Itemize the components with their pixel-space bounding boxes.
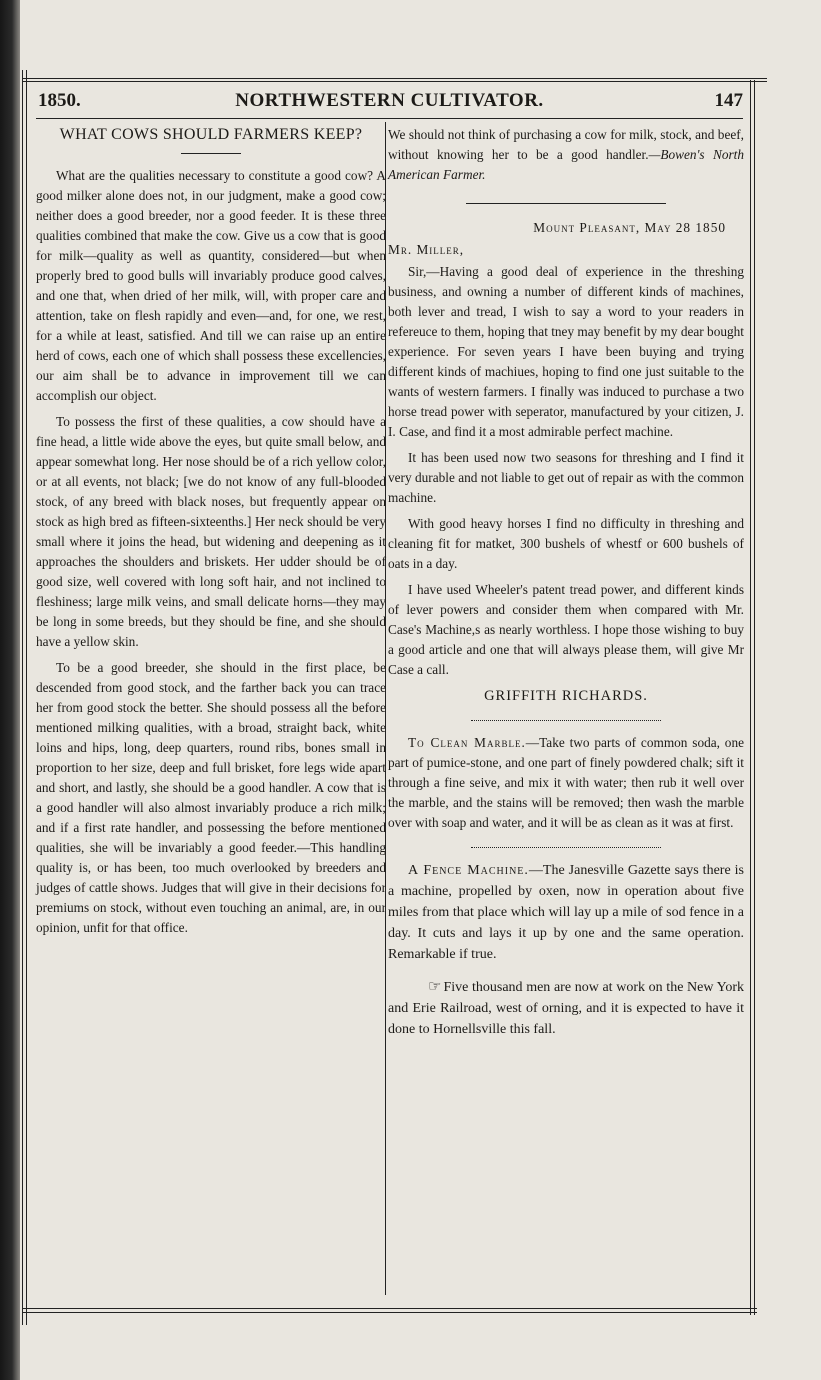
left-column (36, 125, 386, 944)
top-rule (22, 78, 767, 79)
article-attribution: —Bowen's North American Farmer. (388, 147, 744, 182)
letter-paragraph: With good heavy horses I find no difficulty in threshing and cleaning fit for matket, 300 bushels of whestf or 600 bushels of oats in a day. (388, 516, 744, 571)
letter-paragraph: Sir,—Having a good deal of experience in the threshing business, and owning a number of different kinds of machines, both lever and tread, I wish to say a word to your readers in refereuce to them, hoping that tney may benefit by my dear bought experience. For seven years I have been buying and trying different kinds of machiues, hoping to find one just suitable to the wants of western farmers. I finally was induced to purchase a two horse tread power with seperator, manufactured by your citizen, J. I. Case, and find it a most admirable perfect machine. (388, 264, 744, 439)
page-header (36, 90, 743, 116)
section-separator (466, 203, 666, 204)
right-border (750, 80, 751, 1315)
header-title: NORTHWESTERN CULTIVATOR. (235, 90, 544, 111)
fence-item (388, 860, 744, 965)
right-column (388, 125, 744, 1046)
pointing-hand-icon: ☞ (428, 979, 442, 995)
article-heading: WHAT COWS SHOULD FARMERS KEEP? (59, 126, 363, 143)
bottom-rule (22, 1308, 757, 1309)
marble-runin: To Clean Marble. (408, 735, 526, 750)
heading-separator (181, 153, 241, 154)
fence-text: —The Janesville Gazette says there is a machine, propelled by oxen, now in operation about five miles from that place which will lay up a mile of sod fence in a day. It cuts and lays it up by one and the same operation. Remarkable if true. (388, 863, 744, 962)
letter-paragraph: I have used Wheeler's patent tread power, and different kinds of lever powers and consider them when compared with Mr. Case's Machine,s as nearly worthless. I hope those wishing to buy a good article and one that will always please them, will give Mr Case a call. (388, 582, 744, 677)
article-paragraph: What are the qualities necessary to constitute a good cow? A good milker alone does not, in our judgment, make a good cow; neither does a good breeder, nor a good feeder. It is these three qualities combined that make the cow. Give us a cow that is good for milk—quality as well as quantity, considered—but when properly bred to good bulls will invariably produce good calves, and one that, when dried of her milk, will, with proper care and attention, take on flesh rapidly and even—and, for one, we rest, for a while at least, satisfied. And till we can raise up an entire herd of cows, each one of which shall possess these excellencies, our aim shall be to advance in improvement till we can accomplish our object. (36, 168, 386, 403)
letter-dateline: Mount Pleasant, May 28 1850 (533, 220, 726, 235)
article-paragraph: To be a good breeder, she should in the first place, be descended from good stock, and the farther back you can trace her from good stock the better. She should possess all the before mentioned milking qualities, with a broad, straight back, white loins and hips, long, deep quarters, round ribs, bones small in proportion to her size, deep and full brisket, fore legs wide apart and short, and lastly, she should be a good handler. A cow that is a good handler will also almost invariably produce a rich milk; and if a first rate handler, and possessing the before mentioned qualities, she will be invariably a good feeder.—This handling quality is, or has been, too much overlooked by breeders and judges of cattle shows. Judges that will give in their decisions for premiums on stock, without even touching an animal, are, in our opinion, unfit for that office. (36, 660, 386, 935)
letter-paragraph: It has been used now two seasons for threshing and I find it very durable and not liable to get out of repair as with the common machine. (388, 450, 744, 505)
section-separator (471, 847, 661, 848)
bottom-rule-inner (22, 1312, 757, 1313)
left-border (22, 70, 23, 1325)
marble-text: —Take two parts of common soda, one part of pumice-stone, and one part of finely powdered chalk; sift it through a fine seive, and mix it with water; then rub it well over the marble, and the stains will be removed; then wash the marble over with soap and water, and it will be as clean as it was at first. (388, 735, 745, 830)
book-spine (0, 0, 20, 1380)
article-paragraph: To possess the first of these qualities, a cow should have a fine head, a little wide above the eyes, but quite small below, and appear somewhat long. Her nose should be of a rich yellow color, or at all events, not black; [we do not know of any full-blooded stock, of any breed with black noses, but frequently appear on stock as high bred as fifteen-sixteenths.] Her neck should be very small where it joins the head, but widening and deepening as it approaches the shoulders and briskets. Her udder should be of good size, well covered with long soft hair, and not inclined to fleshiness; large milk veins, and small delicate horns—they may be long in some breeds, but they should be fine, and she should have a yellow skin. (36, 414, 386, 649)
header-rule (36, 118, 743, 119)
railroad-text: Five thousand men are now at work on the New York and Erie Railroad, west of orning, and it is expected to have it done to Hornellsville this fall. (388, 980, 744, 1037)
top-rule-inner (22, 81, 767, 82)
railroad-item (388, 977, 744, 1040)
left-border-inner (26, 70, 27, 1325)
letter-salutation: Mr. Miller, (388, 242, 465, 257)
page-number: 147 (714, 90, 743, 111)
marble-item (388, 733, 744, 833)
section-separator (471, 720, 661, 721)
header-year: 1850. (38, 90, 81, 111)
fence-runin: A Fence Machine. (408, 863, 529, 878)
letter-signature: GRIFFITH RICHARDS. (484, 688, 648, 704)
continuation-text: We should not think of purchasing a cow for milk, stock, and beef, without knowing her to be a good handler. (388, 127, 744, 162)
continuation-paragraph (388, 125, 744, 185)
right-border-outer (754, 80, 755, 1315)
newspaper-page (22, 70, 767, 1325)
